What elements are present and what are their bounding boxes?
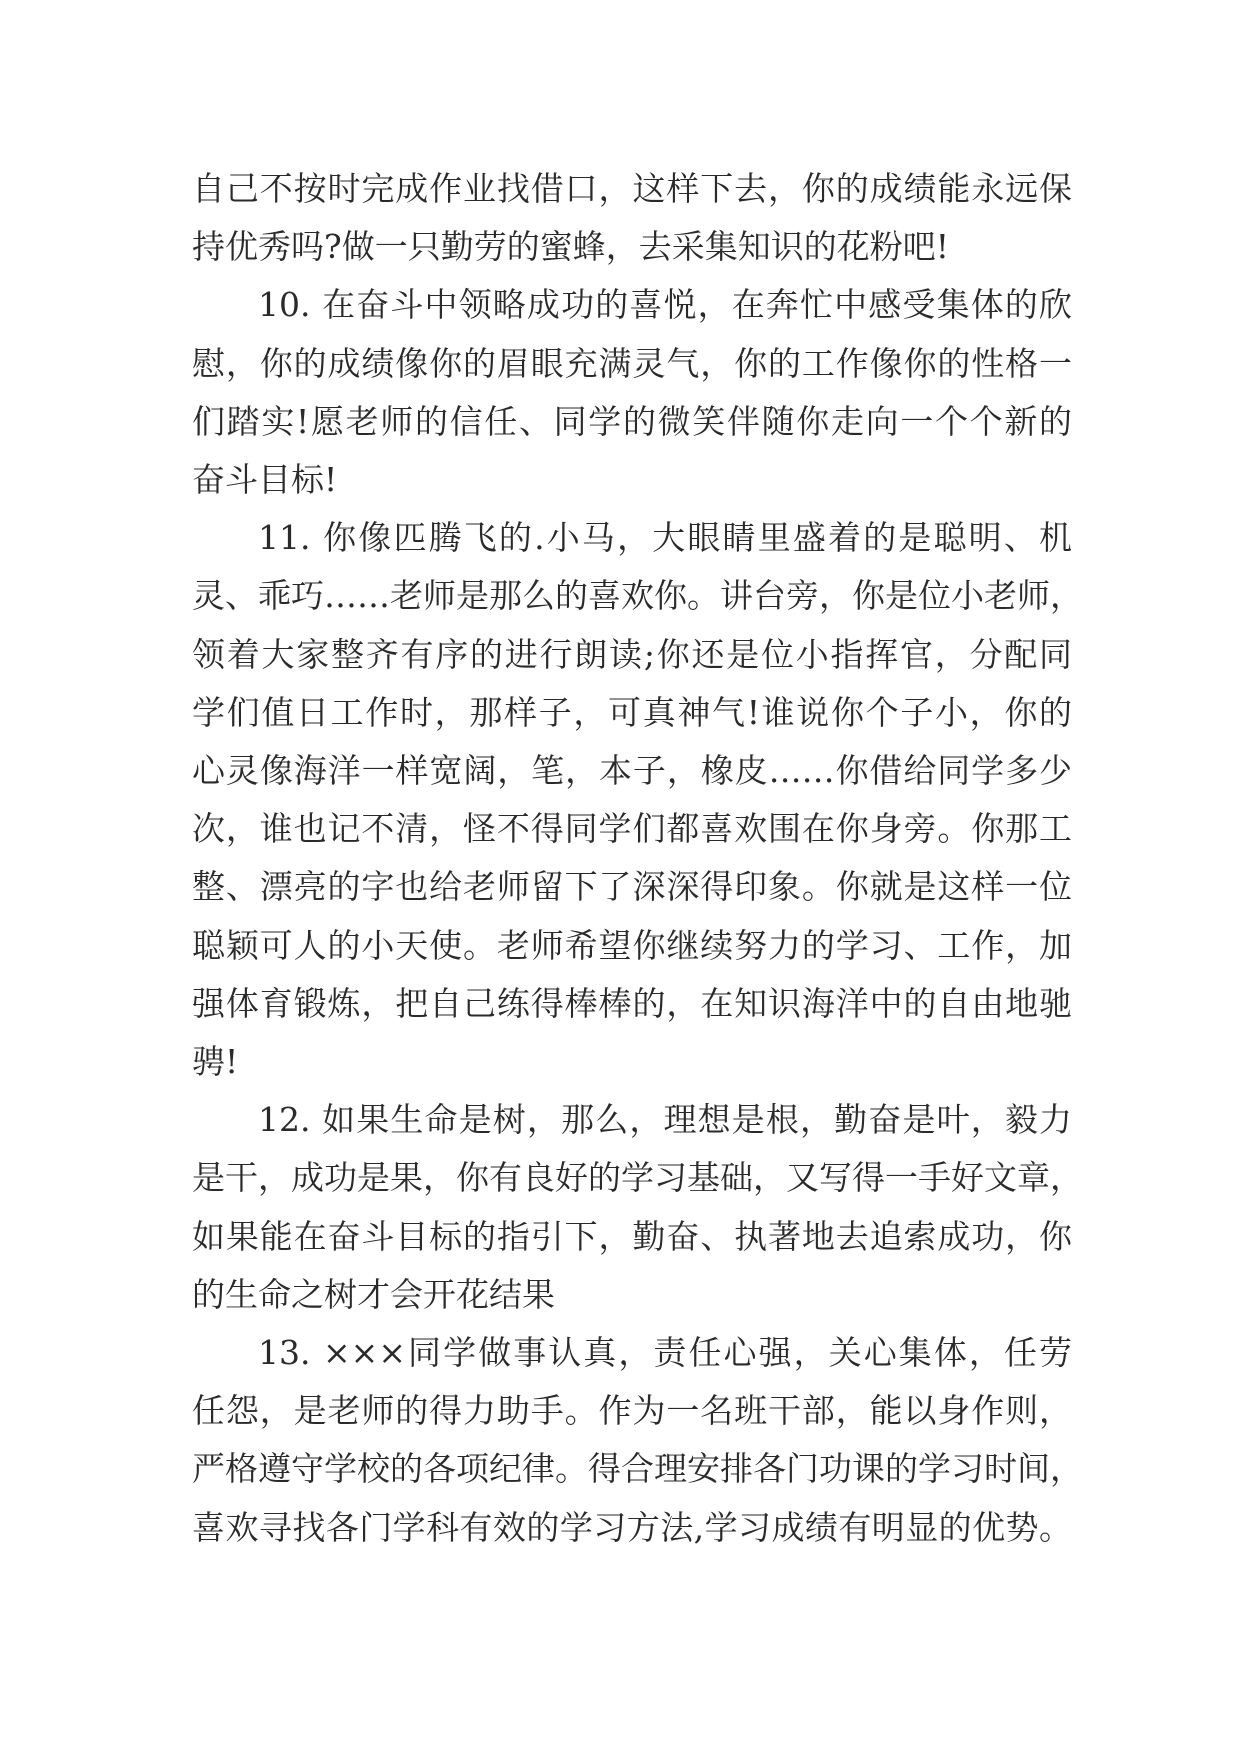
text-line: 心灵像海洋一样宽阔，笔，本子，橡皮……你借给同学多少 (192, 751, 1072, 790)
text-line: 11. 你像匹腾飞的.小马，大眼睛里盛着的是聪明、机 (258, 518, 1072, 558)
text-line: 自己不按时完成作业找借口，这样下去，你的成绩能永远保 (192, 169, 1072, 208)
text-line: 持优秀吗?做一只勤劳的蜜蜂，去采集知识的花粉吧! (192, 227, 949, 267)
text-line: 灵、乖巧……老师是那么的喜欢你。讲台旁，你是位小老师， (192, 576, 1083, 616)
text-line: 聪颖可人的小天使。老师希望你继续努力的学习、工作，加 (192, 925, 1072, 965)
text-line: 整、漂亮的字也给老师留下了深深得印象。你就是这样一位 (192, 867, 1072, 907)
text-line: 10. 在奋斗中领略成功的喜悦，在奔忙中感受集体的欣 (258, 285, 1072, 325)
text-line: 的生命之树才会开花结果 (192, 1274, 555, 1314)
text-line: 领着大家整齐有序的进行朗读;你还是位小指挥官，分配同 (192, 634, 1072, 674)
text-line: 任怨，是老师的得力助手。作为一名班干部，能以身作则， (192, 1391, 1072, 1431)
text-line: 是干，成功是果，你有良好的学习基础，又写得一手好文章， (192, 1158, 1083, 1198)
text-line: 骋! (192, 1042, 239, 1081)
text-line: 严格遵守学校的各项纪律。得合理安排各门功课的学习时间， (192, 1449, 1083, 1489)
text-line: 13. ×××同学做事认真，责任心强，关心集体，任劳 (258, 1333, 1072, 1372)
text-line: 次，谁也记不清，怪不得同学们都喜欢围在你身旁。你那工 (192, 809, 1072, 849)
text-line: 喜欢寻找各门学科有效的学习方法,学习成绩有明显的优势。 (192, 1507, 1072, 1547)
text-line: 强体育锻炼，把自己练得棒棒的，在知识海洋中的自由地驰 (192, 983, 1072, 1023)
text-line: 如果能在奋斗目标的指引下，勤奋、执著地去追索成功，你 (192, 1216, 1072, 1256)
text-line: 们踏实!愿老师的信任、同学的微笑伴随你走向一个个新的 (192, 401, 1072, 441)
text-line: 学们值日工作时，那样子，可真神气!谁说你个子小，你的 (192, 692, 1072, 732)
text-line: 慰，你的成绩像你的眉眼充满灵气，你的工作像你的性格一 (192, 343, 1072, 383)
text-line: 奋斗目标! (192, 460, 338, 499)
text-line: 12. 如果生命是树，那么，理想是根，勤奋是叶，毅力 (258, 1100, 1072, 1140)
